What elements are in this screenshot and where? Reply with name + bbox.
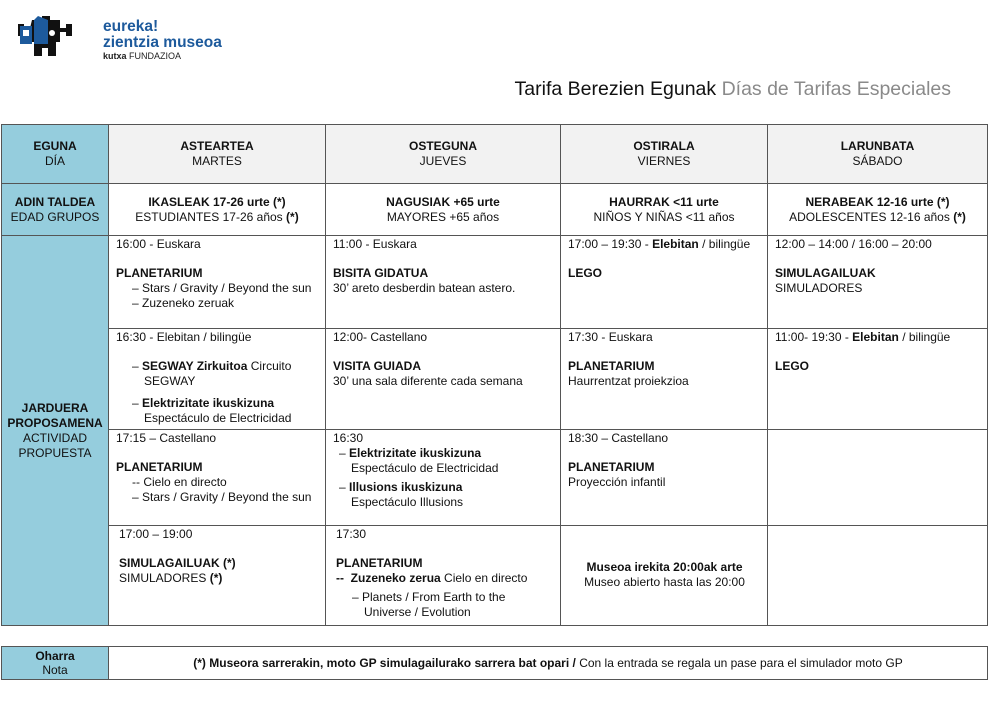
logo-sponsor: [103, 51, 181, 62]
r1-fri-time: [568, 237, 761, 252]
note-label-eu: Oharra: [35, 649, 75, 663]
group-friday: [561, 184, 768, 236]
activity-row-4: [2, 526, 988, 626]
r4-thursday: [326, 526, 561, 626]
r2-tue-dash1: –: [132, 359, 139, 373]
logo-line-2: zientzia museoa: [103, 34, 222, 51]
header-thu-eu: OSTEGUNA: [408, 139, 477, 153]
page-title: [515, 78, 951, 101]
r2-sat-time-c: / bilingüe: [898, 330, 951, 344]
kutxa-building-icon: [18, 16, 52, 46]
age-group-label: [2, 184, 109, 236]
group-sat-es-text: ADOLESCENTES 12-16 años: [789, 209, 950, 224]
r3-thu-item1-rest: Espectáculo de Electricidad: [351, 461, 499, 475]
r4-tue-desc: [119, 571, 319, 586]
group-tue-es-text: ESTUDIANTES 17-26 años: [135, 209, 283, 224]
r1-thursday: [326, 236, 561, 329]
r2-sat-time-b: Elebitan: [852, 330, 899, 344]
r1-fri-title: LEGO: [568, 266, 603, 280]
r3-tue-item1: -- Cielo en directo: [132, 475, 227, 489]
r4-thu-item1-dash: --: [336, 571, 344, 585]
r3-thursday: [326, 430, 561, 526]
activity-label-eu2: PROPOSAMENA: [7, 415, 103, 430]
group-thu-eu: NAGUSIAK +65 urte: [386, 194, 500, 209]
r3-thu-time: 16:30: [333, 431, 364, 445]
r2-thu-desc: 30’ una sala diferente cada semana: [333, 374, 523, 388]
note-label: [2, 647, 109, 680]
r3-thu-item1-bold: Elektrizitate ikuskizuna: [349, 446, 482, 460]
r4-tue-title: SIMULAGAILUAK (*): [119, 556, 236, 570]
r4-fri-line1: Museoa irekita 20:00ak arte: [586, 560, 743, 574]
r4-thu-item1-rest: Cielo en directo: [440, 571, 528, 585]
r1-fri-time-b: Elebitan: [652, 237, 699, 251]
museum-logo: [18, 16, 278, 66]
logo-foundation: FUNDAZIOA: [129, 51, 182, 61]
header-thursday: [326, 125, 561, 184]
age-group-label-eu: ADIN TALDEA: [14, 194, 96, 209]
note-label-es: Nota: [42, 663, 68, 677]
r3-fri-desc: Proyección infantil: [568, 475, 666, 489]
r2-thursday: [326, 329, 561, 430]
group-tue-eu: IKASLEAK 17-26 urte (*): [148, 194, 286, 209]
r3-friday: [561, 430, 768, 526]
r2-friday: [561, 329, 768, 430]
r4-thu-time: 17:30: [336, 527, 367, 541]
header-saturday: [768, 125, 988, 184]
r4-tue-desc-text: SIMULADORES: [119, 571, 207, 585]
group-saturday: [768, 184, 988, 236]
r1-sat-time: 12:00 – 14:00 / 16:00 – 20:00: [775, 237, 932, 251]
r4-tue-time: 17:00 – 19:00: [119, 527, 193, 541]
r3-thu-dash2: –: [339, 480, 346, 494]
group-thursday: [326, 184, 561, 236]
r4-thu-title: PLANETARIUM: [336, 556, 423, 570]
r4-tuesday: [109, 526, 326, 626]
r3-tuesday: [109, 430, 326, 526]
r2-tue-item1-rest: Circuito SEGWAY: [144, 359, 292, 388]
r1-sat-title: SIMULAGAILUAK: [775, 266, 876, 280]
r1-tue-item2: – Zuzeneko zeruak: [132, 296, 235, 310]
activity-row-1: [2, 236, 988, 329]
group-thu-es: MAYORES +65 años: [386, 209, 500, 224]
activity-label-es1: ACTIVIDAD: [22, 430, 87, 445]
group-fri-eu: HAURRAK <11 urte: [609, 194, 719, 209]
note-text-rest: Con la entrada se regala un pase para el simulador moto GP: [575, 656, 903, 670]
r1-fri-time-a: 17:00 – 19:30 -: [568, 237, 653, 251]
group-sat-es: [768, 210, 987, 225]
note-table: [1, 646, 988, 680]
r1-tue-item1: – Stars / Gravity / Beyond the sun: [132, 281, 312, 295]
r3-thu-item1: [333, 446, 554, 476]
r3-fri-time: 18:30 – Castellano: [568, 431, 669, 445]
r1-tuesday: [109, 236, 326, 329]
r1-sat-desc: SIMULADORES: [775, 281, 863, 295]
r2-tue-item2: [116, 396, 319, 426]
group-tue-mark: (*): [286, 209, 299, 224]
r2-sat-time: [775, 330, 981, 345]
r3-tue-title: PLANETARIUM: [116, 460, 203, 474]
r2-fri-desc: Haurrentzat proiekzioa: [568, 374, 689, 388]
r2-sat-title: LEGO: [775, 359, 810, 373]
group-sat-mark: (*): [953, 209, 966, 224]
r4-fri-line2: Museo abierto hasta las 20:00: [584, 575, 745, 589]
logo-brand: kutxa: [103, 51, 127, 61]
title-spanish: Días de Tarifas Especiales: [721, 78, 951, 100]
r3-saturday-empty: [768, 430, 988, 526]
r2-tuesday: [109, 329, 326, 430]
r1-tue-time: 16:00 - Euskara: [116, 237, 201, 251]
r1-saturday: [768, 236, 988, 329]
r4-saturday-empty: [768, 526, 988, 626]
r3-tue-time: 17:15 – Castellano: [116, 431, 217, 445]
r3-thu-dash1: –: [339, 446, 346, 460]
header-day-es: DÍA: [44, 154, 65, 168]
header-tue-eu: ASTEARTEA: [180, 139, 254, 153]
r2-tue-item2-rest: Espectáculo de Electricidad: [144, 411, 292, 425]
r3-thu-item2-bold: Illusions ikuskizuna: [349, 480, 463, 494]
header-friday: [561, 125, 768, 184]
r2-sat-time-a: 11:00- 19:30 -: [775, 330, 853, 344]
title-basque: Tarifa Berezien Egunak: [514, 78, 717, 100]
r2-tue-dash2: –: [132, 396, 139, 410]
r4-tue-mark: (*): [209, 571, 223, 585]
header-sat-eu: LARUNBATA: [840, 139, 915, 153]
r2-thu-time: 12:00- Castellano: [333, 330, 428, 344]
r4-thu-item1: [336, 571, 554, 586]
activity-label-es2: PROPUESTA: [18, 445, 92, 460]
activity-row-3: [2, 430, 988, 526]
r2-tue-item2-bold: Elektrizitate ikuskizuna: [142, 396, 275, 410]
r1-friday: [561, 236, 768, 329]
header-tue-es: MARTES: [192, 154, 242, 168]
r1-thu-desc: 30’ areto desberdin batean astero.: [333, 281, 516, 295]
r4-thu-item2: – Planets / From Earth to the Universe / Evolution: [352, 590, 506, 619]
r4-friday: [561, 526, 768, 626]
schedule-table: [1, 124, 988, 626]
header-day: [2, 125, 109, 184]
r1-tue-title: PLANETARIUM: [116, 266, 203, 280]
r2-tue-time: 16:30 - Elebitan / bilingüe: [116, 330, 252, 344]
header-thu-es: JUEVES: [419, 154, 467, 168]
header-fri-es: VIERNES: [637, 154, 691, 168]
header-day-eu: EGUNA: [33, 139, 77, 153]
r1-thu-time: 11:00 - Euskara: [333, 237, 417, 251]
r2-tue-item1-bold: SEGWAY Zirkuitoa: [142, 359, 248, 373]
r3-tue-item2: – Stars / Gravity / Beyond the sun: [132, 490, 312, 504]
r2-thu-title: VISITA GUIADA: [333, 359, 422, 373]
r2-saturday: [768, 329, 988, 430]
r2-fri-title: PLANETARIUM: [568, 359, 655, 373]
age-group-row: [2, 184, 988, 236]
header-fri-eu: OSTIRALA: [633, 139, 695, 153]
group-tuesday: [109, 184, 326, 236]
header-sat-es: SÁBADO: [852, 154, 903, 168]
r4-thu-item1-bold: Zuzeneko zerua: [350, 571, 441, 585]
header-row: [2, 125, 988, 184]
activity-label-eu1: JARDUERA: [21, 400, 89, 415]
note-text-bold: (*) Museora sarrerakin, moto GP simulagailurako sarrera bat opari /: [193, 656, 576, 670]
group-sat-eu: NERABEAK 12-16 urte (*): [805, 194, 950, 209]
r2-tue-item1: [116, 359, 319, 389]
note-text: [109, 647, 988, 680]
activity-label: [2, 236, 109, 626]
header-tuesday: [109, 125, 326, 184]
r3-thu-item2: [333, 480, 554, 510]
group-tue-es: [109, 210, 325, 225]
r1-thu-title: BISITA GIDATUA: [333, 266, 429, 280]
r3-thu-item2-rest: Espectáculo Illusions: [351, 495, 464, 509]
activity-row-2: [2, 329, 988, 430]
group-fri-es: NIÑOS Y NIÑAS <11 años: [593, 209, 735, 224]
logo-line-1: eureka!: [103, 18, 159, 35]
r2-fri-time: 17:30 - Euskara: [568, 330, 653, 344]
r1-fri-time-c: / bilingüe: [698, 237, 751, 251]
age-group-label-es: EDAD GRUPOS: [10, 209, 100, 224]
r3-fri-title: PLANETARIUM: [568, 460, 655, 474]
